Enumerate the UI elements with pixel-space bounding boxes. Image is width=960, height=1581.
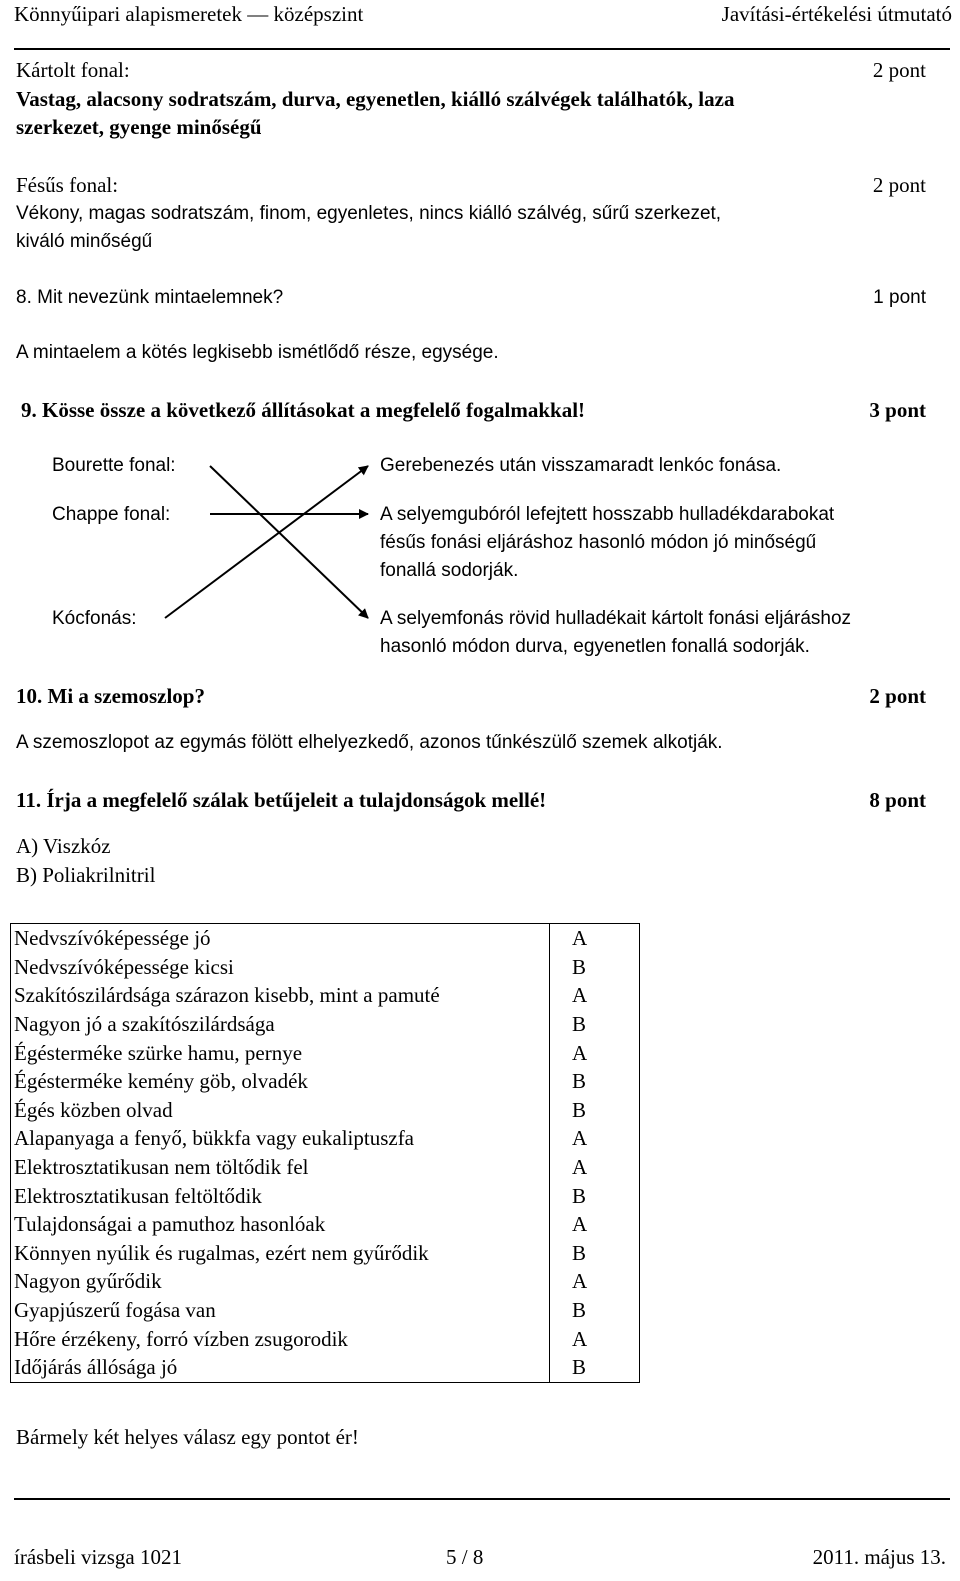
fesus-desc-2: kiváló minőségű — [16, 231, 153, 252]
table-row — [11, 981, 640, 1010]
table-row — [11, 1353, 640, 1382]
property-cell: Nedvszívóképessége jó — [11, 924, 550, 953]
answer-cell: A — [550, 1153, 640, 1182]
answer-cell: B — [550, 1181, 640, 1210]
property-cell: Elektrosztatikusan feltöltődik — [11, 1181, 550, 1210]
q10-points: 2 pont — [869, 684, 926, 708]
answer-cell: A — [550, 1210, 640, 1239]
answer-cell: A — [550, 1124, 640, 1153]
property-cell: Nagyon jó a szakítószilárdsága — [11, 1010, 550, 1039]
answer-cell: B — [550, 1353, 640, 1382]
table-row — [11, 1124, 640, 1153]
answer-cell: A — [550, 1324, 640, 1353]
answer-cell: B — [550, 1096, 640, 1125]
property-cell: Égésterméke kemény göb, olvadék — [11, 1067, 550, 1096]
kartolt-desc-1: Vastag, alacsony sodratszám, durva, egyenetlen, kiálló szálvégek találhatók, laza — [16, 87, 735, 111]
q10-answer: A szemoszlopot az egymás fölött elhelyezkedő, azonos tűnkészülő szemek alkotják. — [16, 732, 723, 753]
table-row — [11, 1181, 640, 1210]
table-row — [11, 1267, 640, 1296]
q11-option-b: B) Poliakrilnitril — [16, 863, 156, 887]
q11-answer-table — [10, 923, 640, 1383]
answer-cell: A — [550, 981, 640, 1010]
q9-right-statement-2-line: fésűs fonási eljáráshoz hasonló módon jó minőségű — [380, 532, 817, 553]
property-cell: Égés közben olvad — [11, 1096, 550, 1125]
table-row — [11, 953, 640, 982]
property-cell: Időjárás állósága jó — [11, 1353, 550, 1382]
answer-cell: B — [550, 1239, 640, 1268]
fesus-desc-1: Vékony, magas sodratszám, finom, egyenletes, nincs kiálló szálvég, sűrű szerkezet, — [16, 203, 722, 224]
table-row — [11, 1067, 640, 1096]
answer-cell: A — [550, 1038, 640, 1067]
kartolt-desc-2: szerkezet, gyenge minőségű — [16, 115, 262, 139]
q9-right-statement-2-line: fonallá sodorják. — [380, 560, 519, 581]
q9-left-term: Chappe fonal: — [52, 504, 171, 525]
answer-cell: B — [550, 953, 640, 982]
q8-points: 1 pont — [873, 287, 926, 308]
q11-question: 11. Írja a megfelelő szálak betűjeleit a tulajdonságok mellé! — [16, 788, 547, 812]
header-left: Könnyűipari alapismeretek — középszint — [14, 2, 364, 26]
property-cell: Gyapjúszerű fogása van — [11, 1296, 550, 1325]
property-cell: Nedvszívóképessége kicsi — [11, 953, 550, 982]
table-row — [11, 1038, 640, 1067]
table-row — [11, 1096, 640, 1125]
property-cell: Elektrosztatikusan nem töltődik fel — [11, 1153, 550, 1182]
answer-cell: A — [550, 924, 640, 953]
answer-cell: B — [550, 1067, 640, 1096]
q9-question: 9. Kösse össze a következő állításokat a megfelelő fogalmakkal! — [21, 398, 586, 422]
property-cell: Alapanyaga a fenyő, bükkfa vagy eukaliptuszfa — [11, 1124, 550, 1153]
property-cell: Könnyen nyúlik és rugalmas, ezért nem gyűrődik — [11, 1239, 550, 1268]
answer-cell: B — [550, 1296, 640, 1325]
q9-right-statement-3-line: hasonló módon durva, egyenetlen fonallá sodorják. — [380, 636, 810, 657]
fesus-points: 2 pont — [872, 173, 926, 197]
footer-page-number: 5 / 8 — [446, 1545, 484, 1569]
kartolt-points: 2 pont — [872, 58, 926, 82]
q9-connector-arrows — [0, 0, 960, 700]
table-row — [11, 924, 640, 953]
arrow-kocfonas-to-gerebenezes — [165, 466, 368, 618]
q11-points: 8 pont — [869, 788, 926, 812]
property-cell: Égésterméke szürke hamu, pernye — [11, 1038, 550, 1067]
fesus-label: Fésűs fonal: — [16, 173, 119, 197]
footer-date: 2011. május 13. — [812, 1545, 946, 1569]
answer-cell: A — [550, 1267, 640, 1296]
q9-right-statement-3-line: A selyemfonás rövid hulladékait kártolt fonási eljáráshoz — [380, 608, 852, 629]
q11-note: Bármely két helyes válasz egy pontot ér! — [16, 1425, 359, 1449]
table-row — [11, 1296, 640, 1325]
footer-rule — [14, 1498, 950, 1500]
answer-cell: B — [550, 1010, 640, 1039]
q9-left-term: Kócfonás: — [52, 608, 137, 629]
header-right: Javítási-értékelési útmutató — [721, 2, 952, 26]
q9-left-term: Bourette fonal: — [52, 455, 176, 476]
table-row — [11, 1010, 640, 1039]
kartolt-label: Kártolt fonal: — [16, 58, 130, 82]
q11-option-a: A) Viszkóz — [16, 834, 111, 858]
q9-right-statement-2-line: A selyemgubóról lefejtett hosszabb hulladékdarabokat — [380, 504, 835, 525]
property-cell: Hőre érzékeny, forró vízben zsugorodik — [11, 1324, 550, 1353]
q9-points: 3 pont — [869, 398, 926, 422]
arrow-bourette-to-selyemfonas — [210, 466, 368, 618]
table-row — [11, 1153, 640, 1182]
q9-right-statement-1: Gerebenezés után visszamaradt lenkóc fonása. — [380, 455, 782, 476]
property-cell: Tulajdonságai a pamuthoz hasonlóak — [11, 1210, 550, 1239]
table-row — [11, 1324, 640, 1353]
q8-answer: A mintaelem a kötés legkisebb ismétlődő része, egysége. — [16, 342, 499, 363]
q10-question: 10. Mi a szemoszlop? — [16, 684, 205, 708]
property-cell: Szakítószilárdsága szárazon kisebb, mint a pamuté — [11, 981, 550, 1010]
property-cell: Nagyon gyűrődik — [11, 1267, 550, 1296]
q8-question: 8. Mit nevezünk mintaelemnek? — [16, 287, 284, 308]
table-row — [11, 1239, 640, 1268]
footer-left: írásbeli vizsga 1021 — [14, 1545, 182, 1569]
table-row — [11, 1210, 640, 1239]
